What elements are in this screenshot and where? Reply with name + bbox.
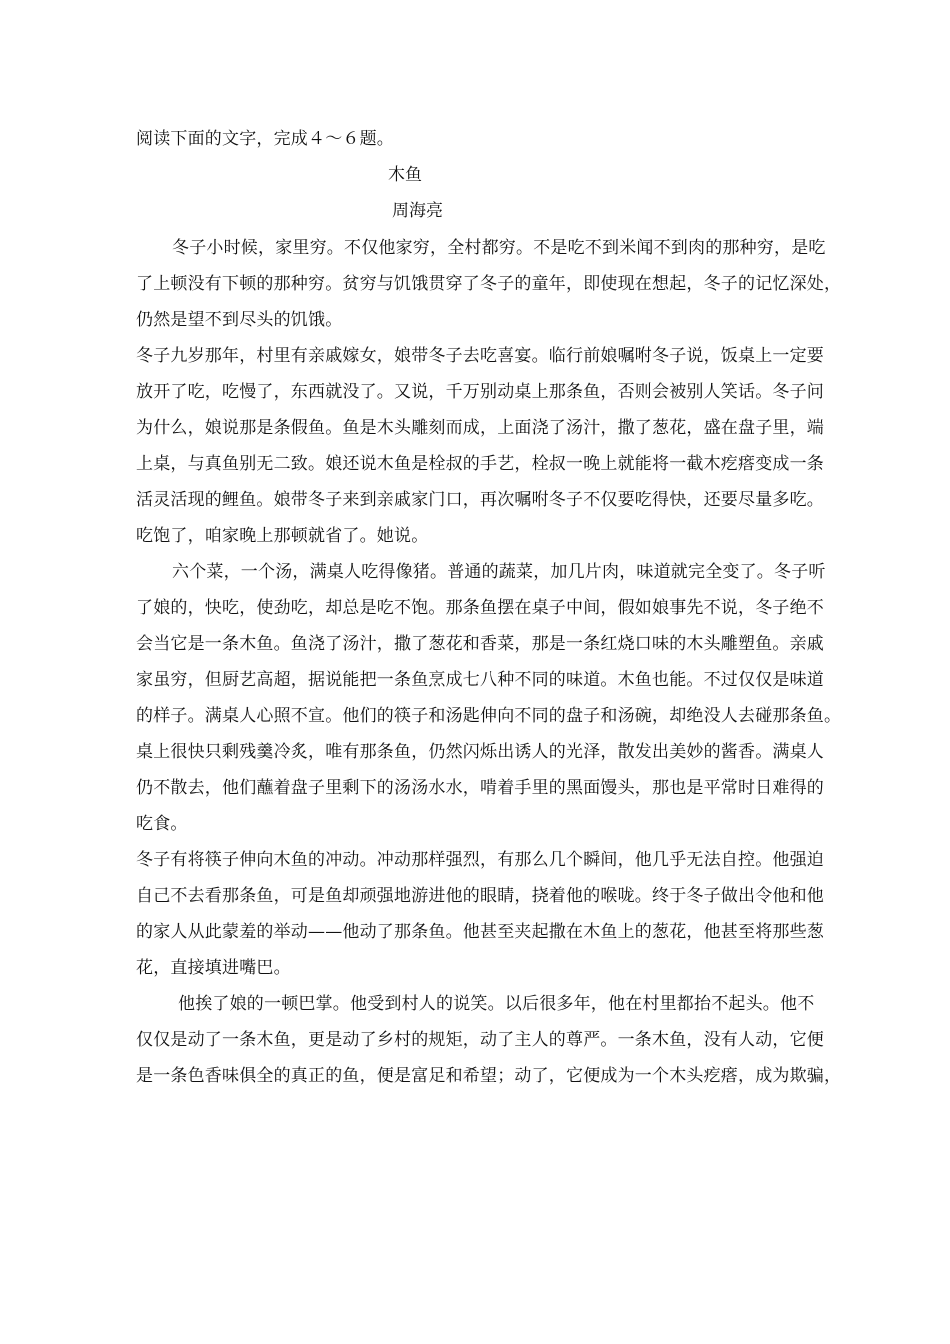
instruction-text: 阅读下面的文字，完成４～６题。 — [136, 129, 394, 149]
body-line: 桌上很快只剩残羹冷炙，唯有那条鱼，仍然闪烁出诱人的光泽，散发出美妙的酱香。满桌人 — [136, 742, 824, 762]
body-line: 吃饱了，咱家晚上那顿就省了。她说。 — [136, 526, 429, 546]
body-line: 了娘的，快吃，使劲吃，却总是吃不饱。那条鱼摆在桌子中间，假如娘事先不说，冬子绝不 — [136, 598, 824, 618]
story-author: 周海亮 — [392, 201, 443, 221]
body-line: 自己不去看那条鱼，可是鱼却顽强地游进他的眼睛，挠着他的喉咙。终于冬子做出令他和他 — [136, 886, 824, 906]
body-line: 仍不散去，他们蘸着盘子里剩下的汤汤水水，啃着手里的黑面馒头，那也是平常时日难得的 — [136, 778, 824, 798]
body-line: 的样子。满桌人心照不宣。他们的筷子和汤匙伸向不同的盘子和汤碗，却绝没人去碰那条鱼。 — [136, 706, 842, 726]
body-line: 冬子九岁那年，村里有亲戚嫁女，娘带冬子去吃喜宴。临行前娘嘱咐冬子说，饭桌上一定要 — [136, 346, 824, 366]
body-line: 仅仅是动了一条木鱼，更是动了乡村的规矩，动了主人的尊严。一条木鱼，没有人动，它便 — [136, 1030, 824, 1050]
body-line: 上桌，与真鱼别无二致。娘还说木鱼是栓叔的手艺，栓叔一晚上就能将一截木疙瘩变成一条 — [136, 454, 824, 474]
body-line: 活灵活现的鲤鱼。娘带冬子来到亲戚家门口，再次嘱咐冬子不仅要吃得快，还要尽量多吃。 — [136, 490, 824, 510]
body-line: 的家人从此蒙羞的举动——他动了那条鱼。他甚至夹起撒在木鱼上的葱花，他甚至将那些葱 — [136, 922, 824, 942]
body-line: 吃食。 — [136, 814, 188, 834]
body-line: 是一条色香味俱全的真正的鱼，便是富足和希望；动了，它便成为一个木头疙瘩，成为欺骗， — [136, 1066, 842, 1086]
body-line: 会当它是一条木鱼。鱼浇了汤汁，撒了葱花和香菜，那是一条红烧口味的木头雕塑鱼。亲戚 — [136, 634, 824, 654]
body-line: 冬子有将筷子伸向木鱼的冲动。冲动那样强烈，有那么几个瞬间，他几乎无法自控。他强迫 — [136, 850, 824, 870]
body-line: 花，直接填进嘴巴。 — [136, 958, 291, 978]
body-line: 家虽穷，但厨艺高超，据说能把一条鱼烹成七八种不同的味道。木鱼也能。不过仅仅是味道 — [136, 670, 824, 690]
body-line: 冬子小时候，家里穷。不仅他家穷，全村都穷。不是吃不到米闻不到肉的那种穷，是吃 — [172, 238, 826, 258]
body-line: 仍然是望不到尽头的饥饿。 — [136, 310, 343, 330]
body-line: 六个菜，一个汤，满桌人吃得像猪。普通的蔬菜，加几片肉，味道就完全变了。冬子听 — [172, 562, 826, 582]
body-line: 为什么，娘说那是条假鱼。鱼是木头雕刻而成，上面浇了汤汁，撒了葱花，盛在盘子里，端 — [136, 418, 824, 438]
body-line: 他挨了娘的一顿巴掌。他受到村人的说笑。以后很多年，他在村里都抬不起头。他不 — [178, 994, 815, 1014]
story-title: 木鱼 — [388, 165, 422, 185]
body-line: 了上顿没有下顿的那种穷。贫穷与饥饿贯穿了冬子的童年，即使现在想起，冬子的记忆深处， — [136, 274, 842, 294]
body-line: 放开了吃，吃慢了，东西就没了。又说，千万别动桌上那条鱼，否则会被别人笑话。冬子问 — [136, 382, 824, 402]
